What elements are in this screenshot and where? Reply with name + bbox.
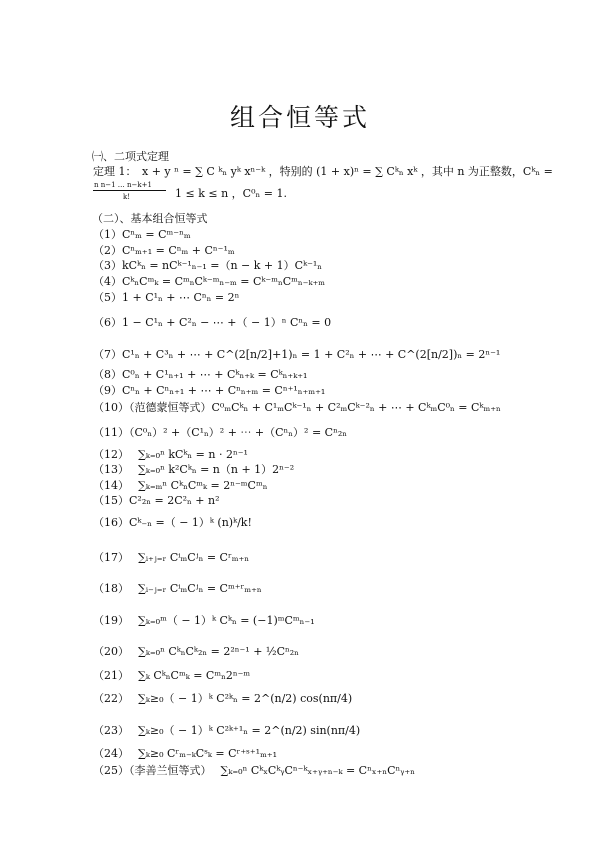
identity-5: （5）1 + C¹ₙ + ⋯ Cⁿₙ = 2ⁿ (93, 291, 240, 304)
identity-8: （8）C⁰ₙ + C¹ₙ₊₁ + ⋯ + Cᵏₙ₊ₖ = Cᵏₙ₊ₖ₊₁ (93, 368, 308, 381)
identity-9: （9）Cⁿₙ + Cⁿₙ₊₁ + ⋯ + Cⁿₙ₊ₘ = Cⁿ⁺¹ₙ₊ₘ₊₁ (93, 384, 326, 397)
identity-23: （23） ∑ₖ≥₀（ − 1）ᵏ C²ᵏ⁺¹ₙ = 2^(n/2) sin(nπ/4) (93, 724, 361, 737)
page-title: 组合恒等式 (229, 103, 370, 132)
fraction-numerator: n n−1 … n−k+1 (94, 181, 152, 189)
identity-15: （15）C²₂ₙ = 2C²ₙ + n² (93, 494, 220, 507)
identity-12: （12） ∑ₖ₌₀ⁿ kCᵏₙ = n · 2ⁿ⁻¹ (93, 448, 248, 461)
identity-7: （7）C¹ₙ + C³ₙ + ⋯ + C^(2[n/2]+1)ₙ = 1 + C²ₙ + ⋯ + C^(2[n/2])ₙ = 2ⁿ⁻¹ (93, 348, 501, 361)
identity-3: （3）kCᵏₙ = nCᵏ⁻¹ₙ₋₁ =（n − k + 1）Cᵏ⁻¹ₙ (93, 259, 323, 272)
identity-25: （25）（李善兰恒等式） ∑ₖ₌₀ⁿ CᵏₓCᵏᵧCⁿ⁻ᵏₓ₊ᵧ₊ₙ₋ₖ = Cⁿₓ₊ₙCⁿᵧ₊ₙ (93, 764, 415, 777)
identity-21: （21） ∑ₖ CᵏₙCᵐₖ = Cᵐₙ2ⁿ⁻ᵐ (93, 669, 251, 682)
identity-10: （10）（范德蒙恒等式）C⁰ₘCᵏₙ + C¹ₘCᵏ⁻¹ₙ + C²ₘCᵏ⁻²ₙ + ⋯ + CᵏₘC⁰ₙ = Cᵏₘ₊ₙ (93, 401, 501, 414)
identity-19: （19） ∑ₖ₌₀ᵐ（ − 1）ᵏ Cᵏₙ = (−1)ᵐCᵐₙ₋₁ (93, 614, 315, 627)
fraction-denominator: k! (123, 193, 131, 201)
identity-6: （6）1 − C¹ₙ + C²ₙ − ⋯ +（ − 1）ⁿ Cⁿₙ = 0 (93, 316, 332, 329)
identity-22: （22） ∑ₖ≥₀（ − 1）ᵏ C²ᵏₙ = 2^(n/2) cos(nπ/4) (93, 692, 353, 705)
theorem-1-line: 定理 1： x + y ⁿ = ∑ C ᵏₙ yᵏ xⁿ⁻ᵏ ，特别的 (1 + x)ⁿ = ∑ Cᵏₙ xᵏ ，其中 n 为正整数，Cᵏₙ = (93, 165, 553, 178)
section-heading-binomial: ㈠、二项式定理 (92, 150, 169, 163)
identity-11: （11）（C⁰ₙ）² +（C¹ₙ）² + ⋯ +（Cⁿₙ）² = Cⁿ₂ₙ (93, 426, 348, 439)
identity-14: （14） ∑ₖ₌ₘⁿ CᵏₙCᵐₖ = 2ⁿ⁻ᵐCᵐₙ (93, 479, 268, 492)
theorem-condition: 1 ≤ k ≤ n ，C⁰ₙ = 1. (175, 187, 287, 200)
identity-13: （13） ∑ₖ₌₀ⁿ k²Cᵏₙ = n（n + 1）2ⁿ⁻² (93, 463, 295, 476)
identity-17: （17） ∑ᵢ₊ⱼ₌ᵣ CⁱₘCʲₙ = Cʳₘ₊ₙ (93, 551, 250, 564)
identity-20: （20） ∑ₖ₌₀ⁿ CᵏₙCᵏ₂ₙ = 2²ⁿ⁻¹ + ½Cⁿ₂ₙ (93, 645, 299, 658)
fraction-rule (93, 190, 166, 191)
identity-16: （16）Cᵏ₋ₙ =（ − 1）ᵏ (n)ᵏ/k! (93, 516, 252, 529)
identity-4: （4）CᵏₙCᵐₖ = CᵐₙCᵏ⁻ᵐₙ₋ₘ = Cᵏ⁻ᵐₙCᵐₙ₋ₖ₊ₘ (93, 275, 326, 288)
section-heading-identities: （二）、基本组合恒等式 (92, 212, 208, 225)
identity-24: （24） ∑ₖ≥₀ Cʳₘ₋ₖCˢₖ = Cʳ⁺ˢ⁺¹ₘ₊₁ (93, 747, 278, 760)
identity-18: （18） ∑ᵢ₋ⱼ₌ᵣ CⁱₘCʲₙ = Cᵐ⁺ʳₘ₊ₙ (93, 582, 262, 595)
identity-1: （1）Cⁿₘ = Cᵐ⁻ⁿₘ (93, 228, 191, 241)
identity-2: （2）Cⁿₘ₊₁ = Cⁿₘ + Cⁿ⁻¹ₘ (93, 244, 235, 257)
